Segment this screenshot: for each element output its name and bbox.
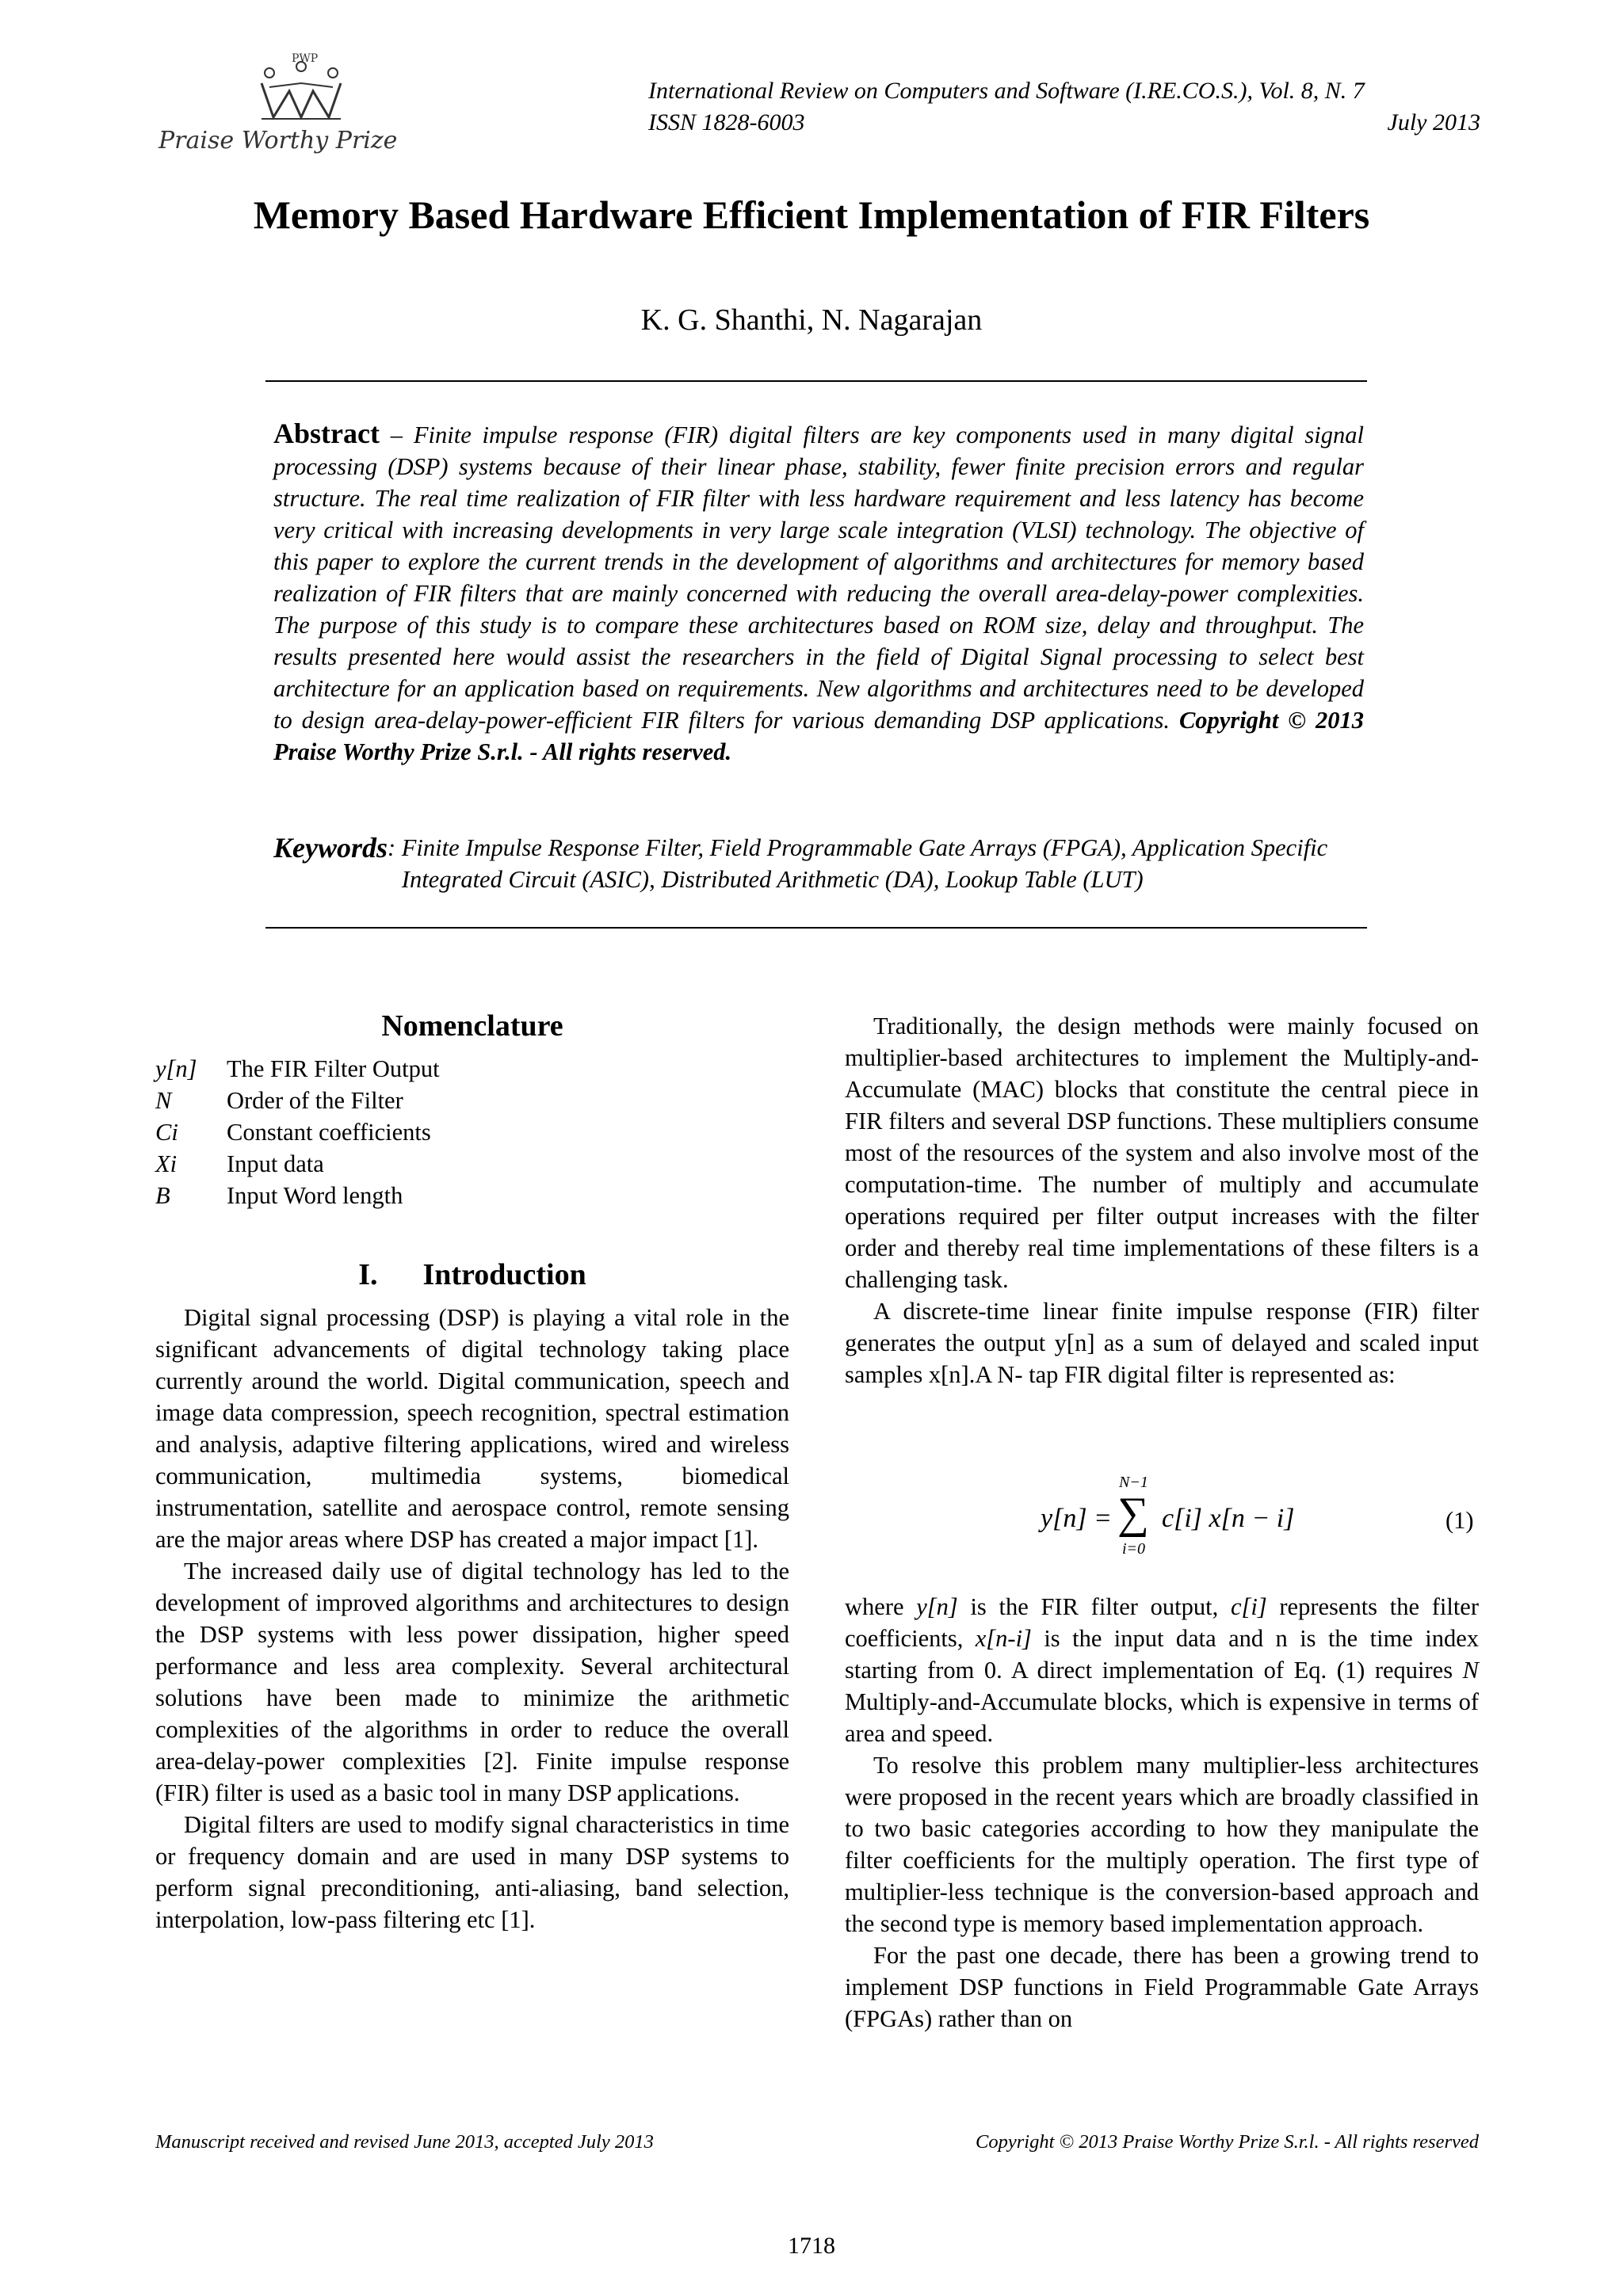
nomenclature-desc: The FIR Filter Output [227, 1055, 440, 1082]
left-column [155, 1010, 789, 1936]
journal-line: International Review on Computers and Software (I.RE.CO.S.), Vol. 8, N. 7 [648, 78, 1365, 104]
nomenclature-item [155, 1085, 789, 1116]
right-column-lower [845, 1591, 1479, 2035]
nomenclature-symbol: B [155, 1182, 170, 1209]
intro-heading [155, 1259, 789, 1291]
keywords-text: Finite Impulse Response Filter, Field Programmable Gate Arrays (FPGA), Application Specific Integrated Circuit (ASIC), Distributed Arithmetic (DA), Lookup Table (LUT) [401, 834, 1328, 893]
intro-heading-text: Introduction [422, 1258, 586, 1291]
issue-date: July 2013 [1387, 109, 1480, 135]
journal-header [648, 75, 1480, 139]
keywords: Keywords : Finite Impulse Response Filter, Field Programmable Gate Arrays (FPGA), Application Specific Integrated Circuit (ASIC), Distributed Arithmetic (DA), Lookup Table (LUT) [273, 832, 1364, 895]
equation-sum-sign: ∑ [1117, 1489, 1149, 1538]
nomenclature-symbol: N [155, 1087, 172, 1114]
p3-text-b: is the FIR filter output, [957, 1593, 1231, 1620]
nomenclature-symbol: Xi [155, 1150, 178, 1177]
intro-paragraph-3: Digital filters are used to modify signal characteristics in time or frequency domain and are used in many DSP systems to perform signal preconditioning, anti-aliasing, band selection, interpolation, low-pass filtering etc [1]. [155, 1811, 789, 1933]
nomenclature-heading: Nomenclature [381, 1009, 563, 1043]
nomenclature-desc: Input data [227, 1150, 324, 1177]
equation-1 [845, 1474, 1479, 1561]
p3-symbol-n: N [1462, 1657, 1479, 1684]
publisher-logo [158, 48, 412, 154]
divider-bottom [265, 927, 1367, 929]
equation-rhs: c[i] x[n − i] [1162, 1504, 1295, 1533]
paper-title: Memory Based Hardware Efficient Implementation of FIR Filters [253, 193, 1370, 237]
publisher-logo-text: Praise Worthy Prize [158, 127, 398, 154]
nomenclature-desc: Order of the Filter [227, 1087, 403, 1114]
intro-paragraph-1: Digital signal processing (DSP) is playing a vital role in the significant advancements of digital technology taking place currently around the world. Digital communication, speech and image data compression, speech recognition, spectral estimation and analysis, adaptive filtering applications, wired and wireless communication, multimedia systems, biomedical instrumentation, satellite and aerospace control, remote sensing are the major areas where DSP has created a major impact [1]. [155, 1304, 789, 1553]
equation-number: (1) [1445, 1507, 1474, 1534]
equation-upper-limit: N−1 [1119, 1474, 1148, 1491]
p3-symbol-x: x[n-i] [975, 1625, 1032, 1652]
nomenclature-item [155, 1053, 789, 1085]
abstract-label: Abstract [273, 418, 380, 449]
svg-text:PWP: PWP [292, 52, 319, 65]
nomenclature-item [155, 1116, 789, 1148]
abstract-copyright: Copyright © 2013 Praise Worthy Prize S.r.l. - All rights reserved. [273, 707, 1365, 765]
p3-text-f: Multiply-and-Accumulate blocks, which is expensive in terms of area and speed. [845, 1688, 1479, 1747]
right-paragraph-3 [845, 1591, 1479, 1749]
abstract [273, 418, 1364, 768]
issn: ISSN 1828-6003 [648, 109, 805, 135]
nomenclature-list [155, 1053, 789, 1211]
p3-text-a: where [845, 1593, 917, 1620]
p3-text-e: is the input data and n is the time index starting from 0. A direct implementation of Eq. (1) requires [845, 1625, 1480, 1684]
right-column [845, 1010, 1479, 1390]
page-number: 1718 [788, 2233, 835, 2259]
authors: K. G. Shanthi, N. Nagarajan [640, 303, 983, 337]
abstract-dash: – [379, 421, 414, 448]
abstract-text: Finite impulse response (FIR) digital filters are key components used in many digital signal processing (DSP) systems because of their linear phase, stability, fewer finite precision errors and regular structure. The real time realization of FIR filter with less hardware requirement and less latency has become very critical with increasing developments in very large scale integration (VLSI) technology. The objective of this paper to explore the current trends in the development of algorithms and architectures for memory based realization of FIR filters that are mainly concerned with reducing the overall area-delay-power complexities. The purpose of this study is to compare these architectures based on ROM size, delay and throughput. The results presented here would assist the researchers in the field of Digital Signal processing to select best architecture for an application based on requirements. New algorithms and architectures need to be developed to design area-delay-power-efficient FIR filters for various demanding DSP applications. [273, 421, 1365, 734]
equation-lhs: y[n] = [1041, 1504, 1112, 1533]
nomenclature-item [155, 1148, 789, 1180]
intro-paragraph-2: The increased daily use of digital technology has led to the development of improved algorithms and architectures to design the DSP systems with less power dissipation, higher speed performance and less area complexity. Several architectural solutions have been made to minimize the arithmetic complexities of the algorithms in order to reduce the overall area-delay-power complexities [2]. Finite impulse response (FIR) filter is used as a basic tool in many DSP applications. [155, 1558, 789, 1806]
keywords-label: Keywords [273, 832, 388, 864]
p3-text-d: represents the filter coefficients, [845, 1593, 1479, 1652]
right-paragraph-1: Traditionally, the design methods were mainly focused on multiplier-based architectures to implement the Multiply-and-Accumulate (MAC) blocks that constitute the central piece in FIR filters and several DSP functions. These multipliers consume most of the resources of the system and also involve most of the computation-time. The number of multiply and accumulate operations required per filter output increases with the filter order and thereby real time implementations of these filters is a challenging task. [845, 1013, 1479, 1293]
right-paragraph-4: To resolve this problem many multiplier-less architectures were proposed in the recent years which are broadly classified in to two basic categories according to how they manipulate the filter coefficients for the multiply operation. The first type of multiplier-less technique is the conversion-based approach and the second type is memory based implementation approach. [845, 1752, 1479, 1937]
crown-logo-icon [158, 48, 412, 123]
nomenclature-symbol: Ci [155, 1119, 178, 1146]
divider-top [265, 380, 1367, 382]
nomenclature-symbol: y[n] [155, 1055, 197, 1082]
right-paragraph-5: For the past one decade, there has been a growing trend to implement DSP functions in Field Programmable Gate Arrays (FPGAs) rather than on [845, 1942, 1479, 2032]
nomenclature-desc: Constant coefficients [227, 1119, 431, 1146]
p3-symbol-c: c[i] [1230, 1593, 1267, 1620]
footer-copyright: Copyright © 2013 Praise Worthy Prize S.r.l. - All rights reserved [976, 2131, 1479, 2153]
footer-manuscript: Manuscript received and revised June 2013, accepted July 2013 [155, 2131, 654, 2153]
p3-symbol-y: y[n] [916, 1593, 958, 1620]
right-paragraph-2: A discrete-time linear finite impulse response (FIR) filter generates the output y[n] as a sum of delayed and scaled input samples x[n].A N- tap FIR digital filter is represented as: [845, 1298, 1479, 1388]
intro-heading-number: I. [358, 1258, 378, 1291]
nomenclature-item [155, 1180, 789, 1211]
nomenclature-desc: Input Word length [227, 1182, 403, 1209]
equation-lower-limit: i=0 [1122, 1540, 1146, 1558]
